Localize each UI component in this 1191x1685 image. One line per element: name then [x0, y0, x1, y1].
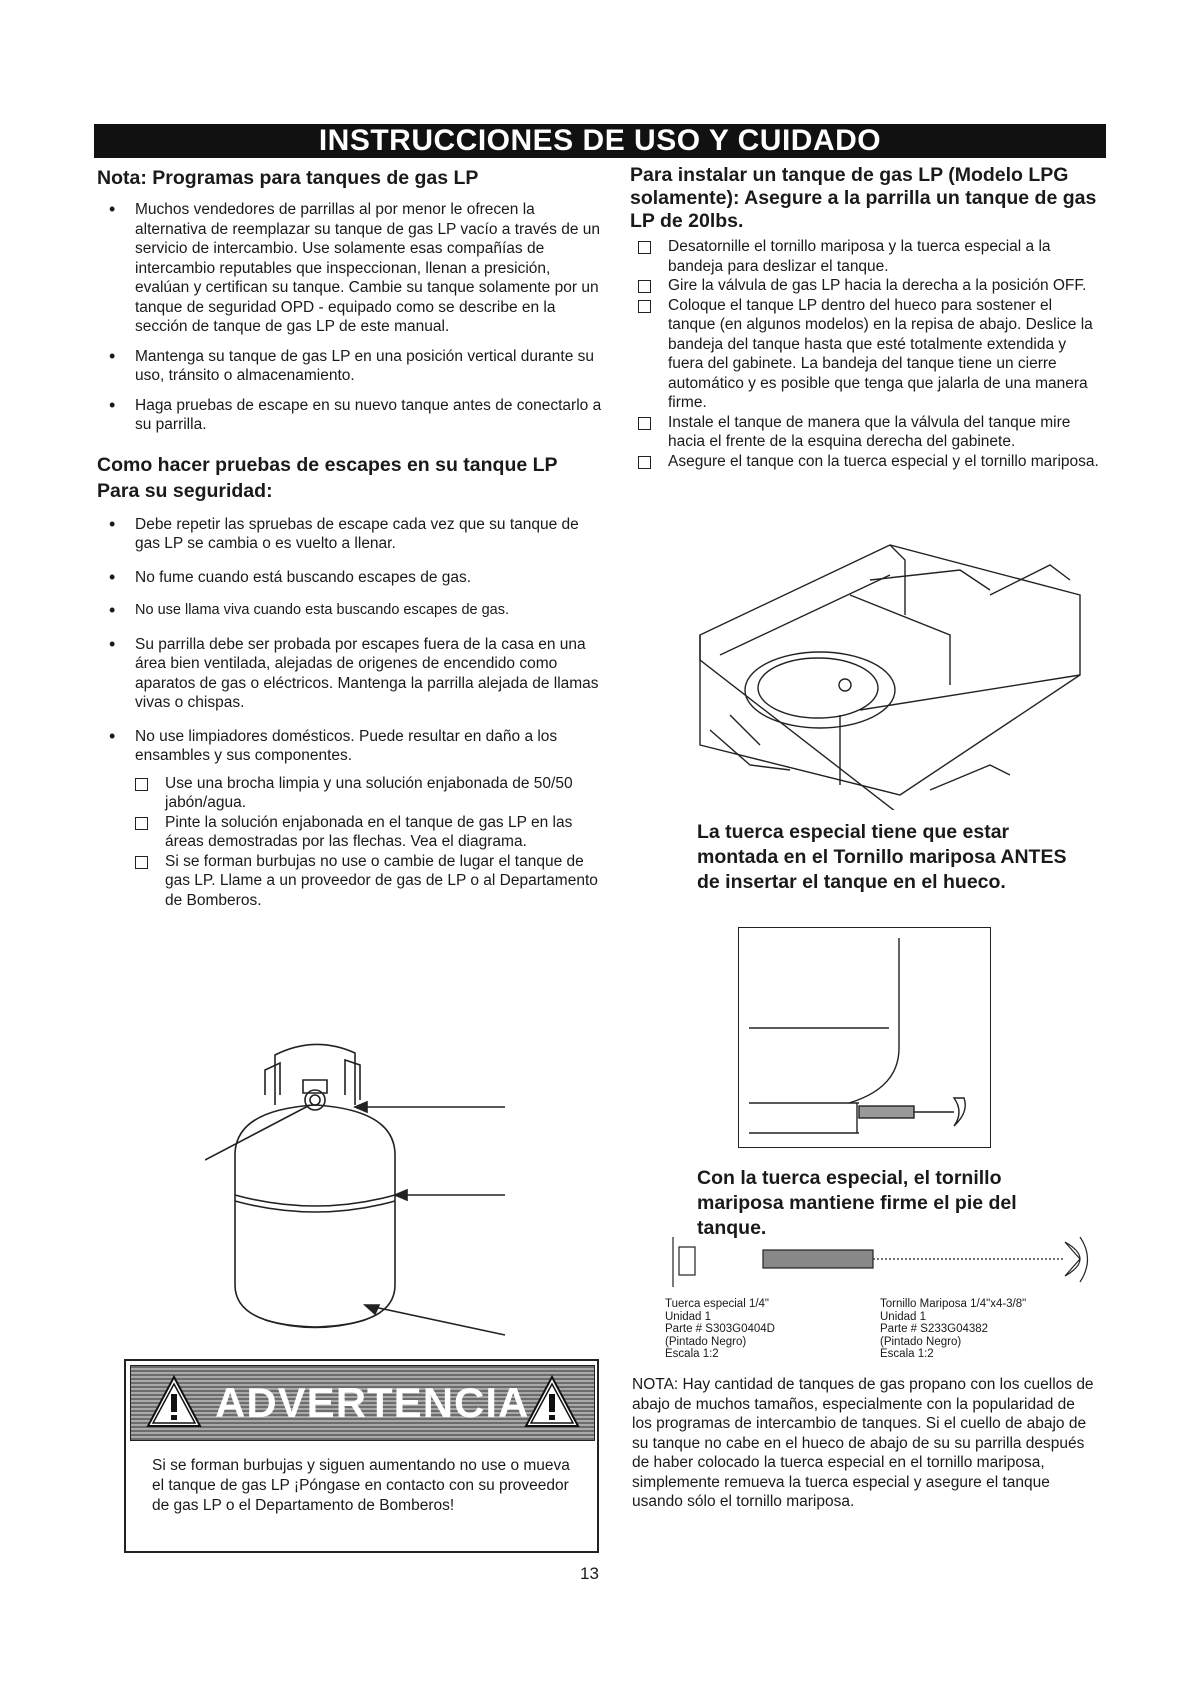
warning-header	[130, 1365, 595, 1441]
spec-line: Escala 1:2	[880, 1348, 934, 1360]
checkbox-item: Si se forman burbujas no use o cambie de lugar el tanque de gas LP. Llame a un proveedor de gas de LP o al Departamento de Bomberos.	[127, 852, 602, 911]
lp-programs-list	[97, 200, 602, 435]
right-column	[630, 164, 1100, 471]
warning-text: Si se forman burbujas y siguen aumentando no use o mueva el tanque de gas LP ¡Póngase en contacto con su proveedor de gas LP o el Departamento de Bomberos!	[152, 1457, 570, 1514]
warning-triangle-icon	[145, 1374, 203, 1430]
list-item: • Muchos vendedores de parrillas al por menor le ofrecen la alternativa de reemplazar su tanque de gas LP vacío a través de un servicio de intercambio. Use solamente esas compañías de intercambio reputables que inspeccionan, llenan a presición, evalúan y certifican su tanque. Cambie su tanque solamente por un tanque de seguridad OPD - equipado como se describe en la sección de tanque de gas LP de este manual.	[97, 200, 602, 337]
safety-list	[97, 515, 602, 766]
callout-special-nut: La tuerca especial tiene que estar montada en el Tornillo mariposa ANTES de insertar el tanque en el hueco.	[697, 821, 1067, 893]
checkbox-item: Desatornille el tornillo mariposa y la tuerca especial a la bandeja para deslizar el tanque.	[630, 237, 1100, 276]
heading-install-tank: Para instalar un tanque de gas LP (Modelo LPG solamente): Asegure a la parrilla un tanque de gas LP de 20lbs.	[630, 164, 1097, 232]
spec-line: Unidad 1	[880, 1310, 927, 1323]
list-item: • Debe repetir las spruebas de escape cada vez que su tanque de gas LP se cambia o es vuelto a llenar.	[97, 515, 602, 554]
spec-line: Unidad 1	[665, 1310, 712, 1323]
page-number: 13	[580, 1564, 599, 1583]
install-steps	[630, 237, 1100, 471]
checkbox-item: Coloque el tanque LP dentro del hueco para sostener el tanque (en algunos modelos) en la repisa de abajo. Deslice la bandeja del tanque hasta que esté totalmente extendida y fuera del gabinete. La bandeja del tanque tiene un cierre automático y es posible que tenga que jalarla de una manera firme.	[630, 296, 1100, 413]
heading-lp-programs: Nota: Programas para tanques de gas LP	[97, 167, 479, 189]
checkbox-item: Instale el tanque de manera que la válvula del tanque mire hacia el frente de la esquina derecha del gabinete.	[630, 413, 1100, 452]
spec-line: Escala 1:2	[665, 1348, 719, 1360]
checkbox-item: Pinte la solución enjabonada en el tanque de gas LP en las áreas demostradas por las flechas. Vea el diagrama.	[127, 813, 602, 852]
spec-line: (Pintado Negro)	[665, 1335, 747, 1348]
checkbox-item: Use una brocha limpia y una solución enjabonada de 50/50 jabón/agua.	[127, 774, 602, 813]
spec-line: Tuerca especial 1/4"	[665, 1298, 770, 1310]
callout-bolt-holds: Con la tuerca especial, el tornillo mariposa mantiene firme el pie del tanque.	[697, 1167, 1017, 1239]
list-item: • Haga pruebas de escape en su nuevo tanque antes de conectarlo a su parrilla.	[97, 396, 602, 435]
page-banner: INSTRUCCIONES DE USO Y CUIDADO	[94, 124, 1106, 158]
spec-line: Parte # S233G04382	[880, 1323, 989, 1335]
list-item: • No use llama viva cuando esta buscando escapes de gas.	[97, 601, 602, 621]
spec-line: Parte # S303G0404D	[665, 1323, 775, 1335]
checkbox-item: Asegure el tanque con la tuerca especial y el tornillo mariposa.	[630, 452, 1100, 472]
tank-tray-illustration	[690, 535, 1090, 810]
list-item: • Mantenga su tanque de gas LP en una posición vertical durante su uso, tránsito o almacenamiento.	[97, 347, 602, 386]
parts-drawing	[665, 1232, 1105, 1294]
nota-text: NOTA: Hay cantidad de tanques de gas propano con los cuellos de abajo de muchos tamaños, especialmente con la popularidad de los programas de intercambio de tanques. Si el cuello de abajo de su tanque no cabe en el hueco de abajo de su su parrilla después de haber colocado la tuerca especial en el tornillo mariposa, simplemente remueva la tuerca especial y asegure el tanque usando sólo el tornillo mariposa.	[632, 1376, 1094, 1510]
spec-line: (Pintado Negro)	[880, 1335, 962, 1348]
spec-special-nut	[665, 1298, 885, 1361]
warning-triangle-icon	[523, 1374, 581, 1430]
heading-safety: Para su seguridad:	[97, 479, 273, 502]
spec-line: Tornillo Mariposa 1/4"x4-3/8"	[880, 1298, 1027, 1310]
heading-leak-test: Como hacer pruebas de escapes en su tanque LP	[97, 453, 558, 476]
left-column	[97, 166, 602, 910]
cleaning-steps	[127, 774, 602, 911]
warning-box	[124, 1359, 599, 1553]
bolt-section-drawing	[739, 928, 990, 1147]
warning-title: ADVERTENCIA	[215, 1379, 530, 1426]
spec-wing-bolt	[880, 1298, 1100, 1361]
checkbox-item: Gire la válvula de gas LP hacia la derecha a la posición OFF.	[630, 276, 1100, 296]
bolt-section-figure	[738, 927, 991, 1148]
list-item: • No use limpiadores domésticos. Puede resultar en daño a los ensambles y sus componentes.	[97, 727, 602, 766]
lp-tank-illustration	[205, 1035, 515, 1345]
list-item: • No fume cuando está buscando escapes de gas.	[97, 568, 602, 588]
list-item: • Su parrilla debe ser probada por escapes fuera de la casa en una área bien ventilada, alejadas de origenes de encendido como aparatos de gas o eléctricos. Mantenga la parrilla alejada de llamas vivas o chispas.	[97, 635, 602, 713]
